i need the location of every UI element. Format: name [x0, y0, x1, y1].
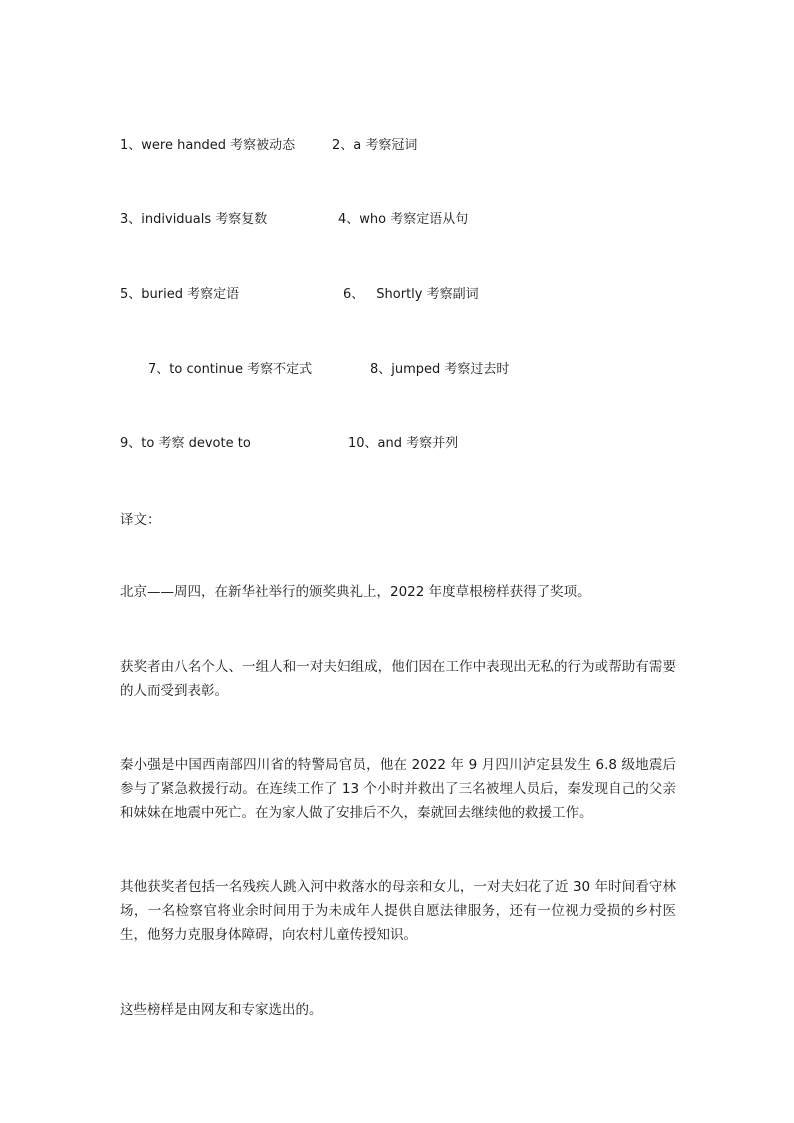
answer-item-7: [148, 361, 312, 379]
paragraph-3: 秦小强是中国西南部四川省的特警局官员，他在 2022 年 9 月四川泸定县发生 6.8 级地震后参与了紧急救援行动。在连续工作了 13 个小时并救出了三名被埋人员后，秦发现自己的父亲和妹妹在地震中死亡。在为家人做了安排后不久，秦就回去继续他的救援工作。: [120, 757, 676, 821]
answer-item-1: [120, 137, 295, 155]
answer-number: 7、: [148, 362, 170, 377]
answer-text: to 考察 devote to: [141, 436, 251, 451]
answer-number: 6、: [343, 287, 365, 302]
answer-item-10: [348, 435, 458, 453]
answer-item-6: [343, 286, 479, 304]
answer-text: Shortly 考察副词: [376, 287, 479, 302]
answer-text: and 考察并列: [377, 436, 459, 451]
answer-text: to continue 考察不定式: [169, 362, 313, 377]
answer-number: 4、: [338, 212, 360, 227]
answer-text: buried 考察定语: [141, 287, 240, 302]
answer-item-3: [120, 211, 267, 229]
answer-number: 2、: [332, 138, 354, 153]
answer-text: individuals 考察复数: [141, 212, 268, 227]
paragraph-4: 其他获奖者包括一名残疾人跳入河中救落水的母亲和女儿，一对夫妇花了近 30 年时间看守林场，一名检察官将业余时间用于为未成年人提供自愿法律服务，还有一位视力受损的乡村医生，他努力克服身体障碍，向农村儿童传授知识。: [120, 879, 676, 943]
answer-number: 9、: [120, 436, 142, 451]
answer-item-4: [338, 211, 468, 229]
answer-number: 10、: [348, 436, 378, 451]
answer-number: 1、: [120, 138, 142, 153]
answer-item-5: [120, 286, 239, 304]
answer-number: 8、: [370, 362, 392, 377]
translation-label: 译文：: [120, 512, 161, 528]
answer-item-8: [370, 361, 509, 379]
paragraph-2: 获奖者由八名个人、一组人和一对夫妇组成，他们因在工作中表现出无私的行为或帮助有需要的人而受到表彰。: [120, 659, 676, 699]
answer-number: 5、: [120, 287, 142, 302]
paragraph-5: 这些榜样是由网友和专家选出的。: [120, 1002, 323, 1018]
answer-text: a 考察冠词: [353, 138, 418, 153]
answer-text: who 考察定语从句: [359, 212, 469, 227]
answer-text: jumped 考察过去时: [391, 362, 510, 377]
answer-item-2: [332, 137, 417, 155]
paragraph-1: 北京——周四，在新华社举行的颁奖典礼上，2022 年度草根榜样获得了奖项。: [120, 584, 591, 600]
answer-item-9: [120, 435, 251, 453]
answer-text: were handed 考察被动态: [141, 138, 296, 153]
answer-number: 3、: [120, 212, 142, 227]
